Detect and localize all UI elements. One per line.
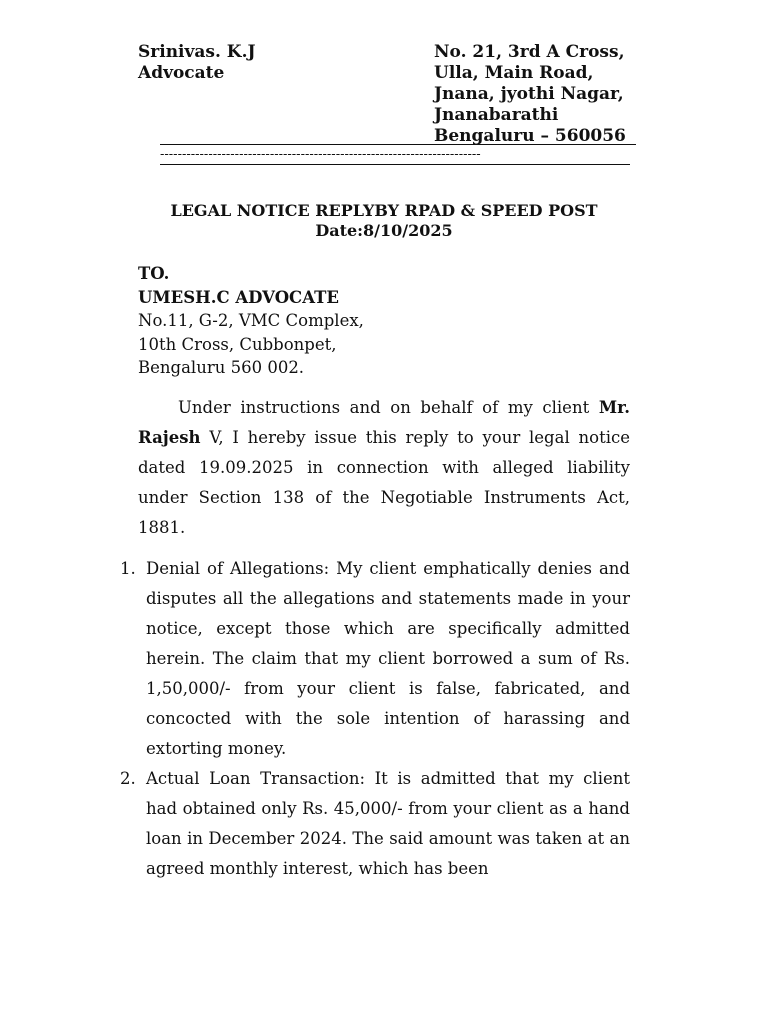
recipient-to: TO.: [138, 264, 170, 283]
notice-heading: LEGAL NOTICE REPLYBY RPAD & SPEED POST: [170, 201, 598, 220]
list-item-number: 1.: [120, 559, 136, 578]
sender-address-line: Ulla, Main Road,: [434, 63, 594, 83]
list-item: [120, 554, 630, 764]
list-item: [120, 764, 630, 884]
dashed-separator: -------------------------------------------------------------------------: [160, 148, 481, 161]
sender-block: [138, 42, 256, 84]
sender-name: Srinivas. K.J: [138, 42, 256, 62]
intro-paragraph: [138, 393, 630, 543]
sender-address-line: Bengaluru – 560056: [434, 126, 626, 146]
sender-address-line: Jnanabarathi: [434, 105, 559, 125]
recipient-block: [138, 262, 364, 380]
notice-title: [130, 201, 638, 241]
recipient-address-line: Bengaluru 560 002.: [138, 358, 305, 377]
client-name: Mr. Rajesh: [138, 398, 630, 447]
numbered-points: [120, 554, 630, 884]
recipient-address-line: 10th Cross, Cubbonpet,: [138, 334, 337, 354]
intro-text-end: V, I hereby issue this reply to your legal notice dated 19.09.2025 in connection with alleged liability under Section 138 of the Negotiable Instruments Act, 1881.: [138, 428, 630, 537]
list-item-number: 2.: [120, 769, 136, 788]
header-rule: [160, 144, 636, 145]
list-item-text: Actual Loan Transaction: It is admitted that my client had obtained only Rs. 45,000/- from your client as a hand loan in December 2024. The said amount was taken at an agreed monthly interest, which has been: [146, 769, 630, 878]
sender-address-line: Jnana, jyothi Nagar,: [434, 84, 624, 104]
recipient-name: UMESH.C ADVOCATE: [138, 287, 339, 307]
intro-text-start: Under instructions and on behalf of my client: [178, 398, 599, 417]
sender-address: [434, 42, 626, 147]
sender-title: Advocate: [138, 63, 225, 83]
sender-address-line: No. 21, 3rd A Cross,: [434, 42, 625, 62]
list-item-text: Denial of Allegations: My client emphatically denies and disputes all the allegations and statements made in your notice, except those which are specifically admitted herein. The claim that my client borrowed a sum of Rs. 1,50,000/- from your client is false, fabricated, and concocted with the sole intention of harassing and extorting money.: [146, 559, 630, 758]
recipient-address-line: No.11, G-2, VMC Complex,: [138, 311, 364, 330]
notice-date: Date:8/10/2025: [315, 221, 453, 240]
header-rule-bottom: [160, 164, 630, 165]
